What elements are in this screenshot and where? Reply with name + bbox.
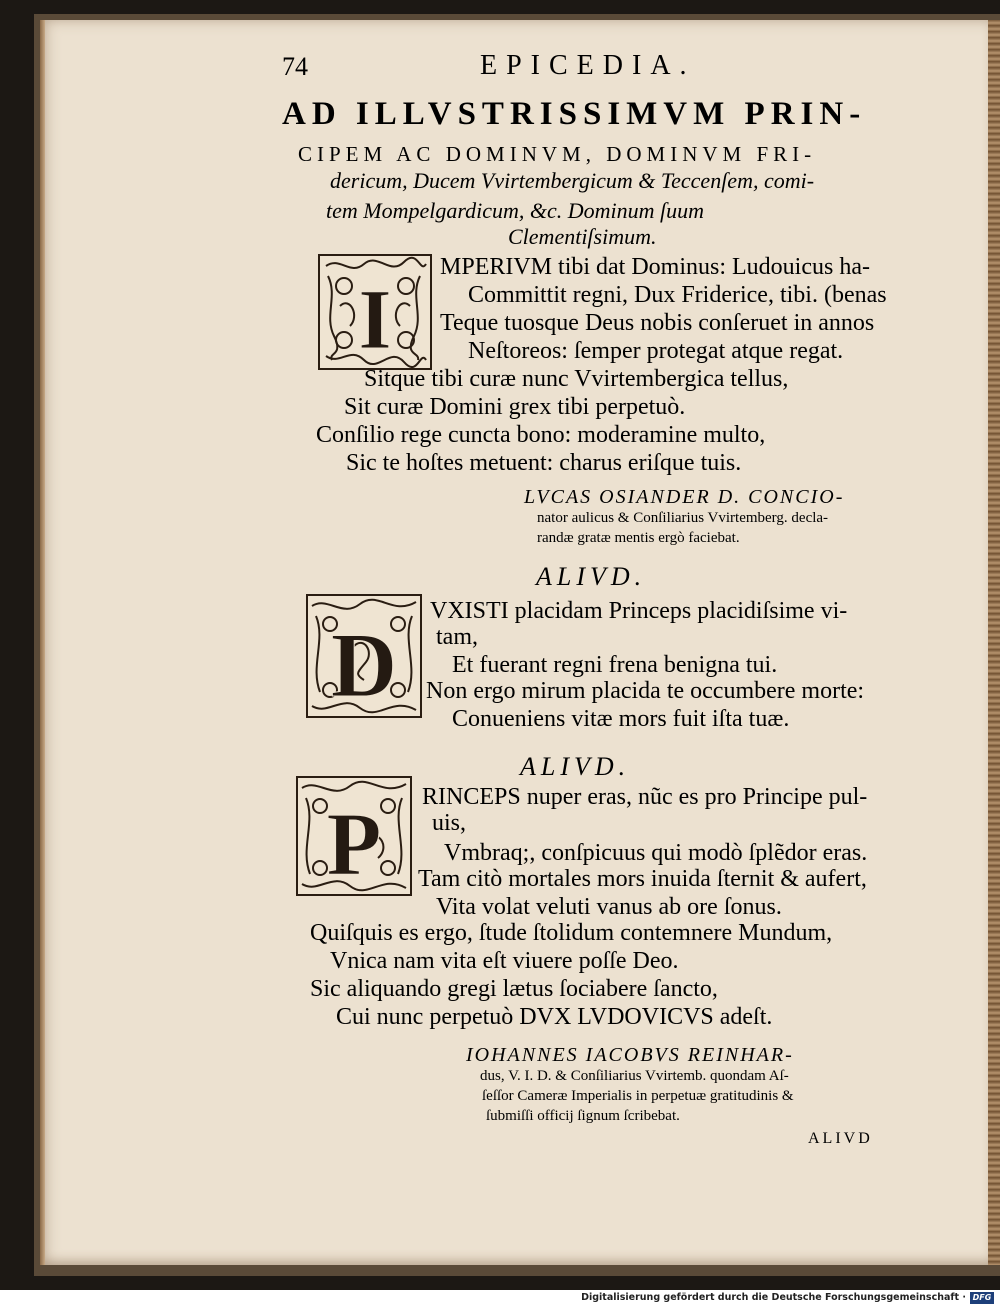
poem3-line-6: Quiſquis es ergo, ſtude ſtolidum contemnere Mundum,	[310, 920, 833, 946]
title-line-4: tem Mompelgardicum, &c. Dominum ſuum	[326, 198, 705, 223]
signature-2-line-2: dus, V. I. D. & Conſiliarius Vvirtemb. quondam Aſ-	[480, 1068, 789, 1084]
signature-1-line-1: LVCAS OSIANDER D. CONCIO-	[524, 486, 845, 508]
title-line-3: dericum, Ducem Vvirtembergicum & Teccenſem, comi-	[330, 168, 815, 193]
title-line-1: AD ILLVSTRISSIMVM PRIN-	[282, 96, 867, 132]
poem1-line-5: Sitque tibi curæ nunc Vvirtembergica tellus,	[364, 366, 789, 392]
signature-2-line-3: ſeſſor Cameræ Imperialis in perpetuæ gratitudinis &	[482, 1088, 794, 1104]
poem1-line-3: Teque tuosque Deus nobis conſeruet in annos	[440, 310, 875, 336]
poem2-line-2: tam,	[436, 624, 478, 650]
poem3-line-3: Vmbraq;, conſpicuus qui modò ſplẽdor eras.	[444, 840, 868, 866]
title-line-2: CIPEM AC DOMINVM, DOMINVM FRI-	[298, 142, 817, 166]
poem3-line-9: Cui nunc perpetuò DVX LVDOVICVS adeſt.	[336, 1004, 773, 1030]
decorated-initial-i	[318, 254, 432, 370]
poem2-line-1: VXISTI placidam Princeps placidiſsime vi-	[430, 598, 848, 624]
poem3-line-4: Tam citò mortales mors inuida ſternit & aufert,	[418, 866, 867, 892]
page-gutter	[40, 20, 45, 1265]
poem3-line-8: Sic aliquando gregi lætus ſociabere ſancto,	[310, 976, 718, 1002]
poem1-line-8: Sic te hoſtes metuent: charus eriſque tuis.	[346, 450, 742, 476]
poem2-line-3: Et fuerant regni frena benigna tui.	[452, 652, 778, 678]
poem3-line-1: RINCEPS nuper eras, nũc es pro Principe pul-	[422, 784, 868, 810]
poem1-line-7: Conſilio rege cuncta bono: moderamine multo,	[316, 422, 766, 448]
signature-1-line-2: nator aulicus & Conſiliarius Vvirtemberg. decla-	[537, 510, 829, 526]
footer-bar	[0, 1290, 1000, 1307]
signature-2-line-1: IOHANNES IACOBVS REINHAR-	[466, 1044, 794, 1066]
running-head: EPICEDIA.	[480, 50, 696, 81]
poem1-line-6: Sit curæ Domini grex tibi perpetuò.	[344, 394, 686, 420]
poem3-line-2: uis,	[432, 810, 467, 836]
funding-credit: Digitalisierung gefördert durch die Deutsche Forschungsgemeinschaft ·	[581, 1292, 966, 1303]
title-line-5: Clementiſsimum.	[508, 224, 657, 249]
poem2-line-5: Conueniens vitæ mors fuit iſta tuæ.	[452, 706, 790, 732]
poem3-line-7: Vnica nam vita eſt viuere poſſe Deo.	[330, 948, 679, 974]
page-fore-edge	[988, 20, 1000, 1265]
catchword: ALIVD	[808, 1130, 873, 1147]
poem1-line-2: Committit regni, Dux Friderice, tibi. (benas	[468, 282, 887, 308]
poem3-heading: ALIVD.	[520, 752, 631, 781]
decorated-initial-d	[306, 594, 422, 718]
poem1-line-1: MPERIVM tibi dat Dominus: Ludouicus ha-	[440, 254, 870, 280]
signature-1-line-3: randæ gratæ mentis ergò faciebat.	[537, 530, 740, 546]
poem2-line-4: Non ergo mirum placida te occumbere morte:	[426, 678, 865, 704]
signature-2-line-4: ſubmiſſi officij ſignum ſcribebat.	[486, 1108, 680, 1124]
decorated-initial-p	[296, 776, 412, 896]
poem1-line-4: Neſtoreos: ſemper protegat atque regat.	[468, 338, 844, 364]
initial-letter-p: P	[326, 795, 382, 894]
page-number: 74	[282, 52, 308, 81]
poem3-line-5: Vita volat veluti vanus ab ore ſonus.	[436, 894, 782, 920]
dfg-logo-icon: DFG	[970, 1292, 994, 1304]
initial-letter-i: I	[358, 271, 392, 367]
initial-letter-d: D	[330, 614, 398, 716]
poem2-heading: ALIVD.	[536, 562, 647, 591]
